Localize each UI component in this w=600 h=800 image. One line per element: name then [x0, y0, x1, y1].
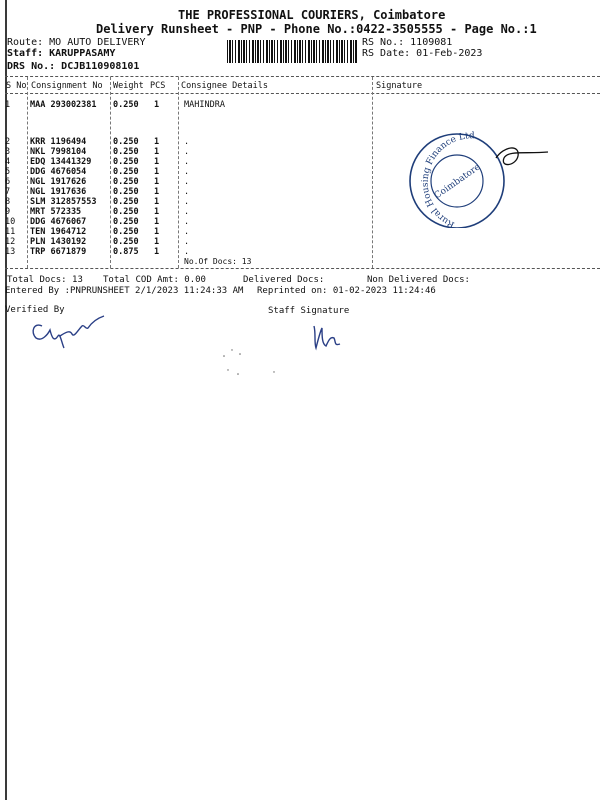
cell-consignment: NGL 1917626 [30, 177, 87, 187]
route-label: Route: MO AUTO DELIVERY [7, 37, 146, 48]
cell-pcs: 1 [154, 207, 160, 217]
cell-details: . [184, 167, 190, 177]
cell-pcs: 1 [154, 187, 160, 197]
non-delivered-docs: Non Delivered Docs: [367, 275, 470, 285]
cell-sno: 5 [5, 167, 11, 177]
col-header-weight: Weight [113, 81, 144, 91]
cell-consignment: MRT 572335 [30, 207, 82, 217]
drs-number: DRS No.: DCJB110908101 [7, 61, 140, 72]
cell-details: . [184, 217, 190, 227]
cell-sno: 7 [5, 187, 11, 197]
cell-weight: 0.250 [113, 227, 139, 237]
stamp-inner-text: Coimbatore [432, 162, 483, 202]
cell-consignment: NKL 7998104 [30, 147, 87, 157]
cell-weight: 0.250 [113, 137, 139, 147]
cell-consignment: NGL 1917636 [30, 187, 87, 197]
cell-pcs: 1 [154, 227, 160, 237]
cell-details: . [184, 147, 190, 157]
staff-label: Staff: KARUPPASAMY [7, 48, 116, 59]
cell-details: . [184, 197, 190, 207]
cell-details: . [184, 187, 190, 197]
company-stamp [400, 128, 560, 228]
cell-pcs: 1 [154, 217, 160, 227]
barcode [227, 40, 357, 63]
total-docs: Total Docs: 13 [7, 275, 83, 285]
table-header-rule [5, 93, 600, 94]
cell-weight: 0.250 [113, 207, 139, 217]
cell-weight: 0.250 [113, 147, 139, 157]
cell-pcs: 1 [154, 100, 160, 110]
stamp-outer-text: Rural Housing Finance Ltd [420, 131, 475, 228]
rs-date: RS Date: 01-Feb-2023 [362, 48, 483, 59]
table-bottom-rule [5, 268, 600, 269]
table-row [0, 100, 600, 110]
no-of-docs: No.Of Docs: 13 [184, 257, 252, 266]
cell-weight: 0.250 [113, 237, 139, 247]
cell-details: . [184, 227, 190, 237]
staff-signature [308, 322, 348, 352]
table-row [0, 227, 600, 237]
cell-consignment: TRP 6671879 [30, 247, 87, 257]
table-row [0, 247, 600, 257]
col-header-pcs: PCS [150, 81, 166, 91]
cell-details: MAHINDRA [184, 100, 225, 110]
rs-number: RS No.: 1109081 [362, 37, 453, 48]
cell-sno: 6 [5, 177, 11, 187]
delivered-docs: Delivered Docs: [243, 275, 325, 285]
cell-details: . [184, 137, 190, 147]
table-top-rule [5, 76, 600, 77]
runsheet-subtitle: Delivery Runsheet - PNP - Phone No.:0422-3505555 - Page No.:1 [96, 22, 537, 36]
cell-consignment: EDQ 13441329 [30, 157, 92, 167]
cell-weight: 0.250 [113, 177, 139, 187]
cell-sno: 1 [5, 100, 11, 110]
cell-pcs: 1 [154, 197, 160, 207]
table-row [0, 237, 600, 247]
cell-weight: 0.250 [113, 100, 139, 110]
verified-by-label: Verified By [5, 305, 65, 315]
cell-details: . [184, 237, 190, 247]
cell-sno: 2 [5, 137, 11, 147]
cell-consignment: DDG 4676054 [30, 167, 87, 177]
cell-consignment: TEN 1964712 [30, 227, 87, 237]
staff-signature-label: Staff Signature [268, 306, 350, 316]
cell-pcs: 1 [154, 237, 160, 247]
col-header-consignment: Consignment No [31, 81, 103, 91]
cell-pcs: 1 [154, 247, 160, 257]
cell-weight: 0.250 [113, 197, 139, 207]
cell-pcs: 1 [154, 137, 160, 147]
cell-sno: 10 [5, 217, 16, 227]
cell-sno: 9 [5, 207, 11, 217]
cell-sno: 4 [5, 157, 11, 167]
col-header-details: Consignee Details [181, 81, 268, 91]
cell-details: . [184, 207, 190, 217]
cell-sno: 11 [5, 227, 16, 237]
cell-pcs: 1 [154, 177, 160, 187]
cell-consignment: PLN 1430192 [30, 237, 87, 247]
cell-weight: 0.250 [113, 217, 139, 227]
cell-consignment: KRR 1196494 [30, 137, 87, 147]
reprinted-on: Reprinted on: 01-02-2023 11:24:46 [257, 286, 436, 296]
cell-pcs: 1 [154, 157, 160, 167]
left-margin-line [5, 0, 7, 800]
cell-weight: 0.250 [113, 157, 139, 167]
verifier-signature [20, 308, 120, 353]
cell-consignment: SLM 312857553 [30, 197, 97, 207]
cell-sno: 8 [5, 197, 11, 207]
cell-pcs: 1 [154, 147, 160, 157]
cell-weight: 0.250 [113, 187, 139, 197]
cell-details: . [184, 177, 190, 187]
company-title: THE PROFESSIONAL COURIERS, Coimbatore [178, 8, 446, 22]
col-header-signature: Signature [376, 81, 423, 91]
scan-speckles [218, 344, 278, 379]
cell-sno: 12 [5, 237, 16, 247]
cell-weight: 0.875 [113, 247, 139, 257]
cell-pcs: 1 [154, 167, 160, 177]
cell-sno: 13 [5, 247, 16, 257]
cell-consignment: DDG 4676067 [30, 217, 87, 227]
cell-details: . [184, 157, 190, 167]
cell-sno: 3 [5, 147, 11, 157]
cell-details: . [184, 247, 190, 257]
col-header-sno: S No [6, 81, 27, 91]
cell-consignment: MAA 293002381 [30, 100, 97, 110]
cell-weight: 0.250 [113, 167, 139, 177]
total-cod: Total COD Amt: 0.00 [103, 275, 206, 285]
receiver-signature [496, 148, 548, 165]
entered-by: Entered By :PNPRUNSHEET 2/1/2023 11:24:33 AM [5, 286, 244, 296]
